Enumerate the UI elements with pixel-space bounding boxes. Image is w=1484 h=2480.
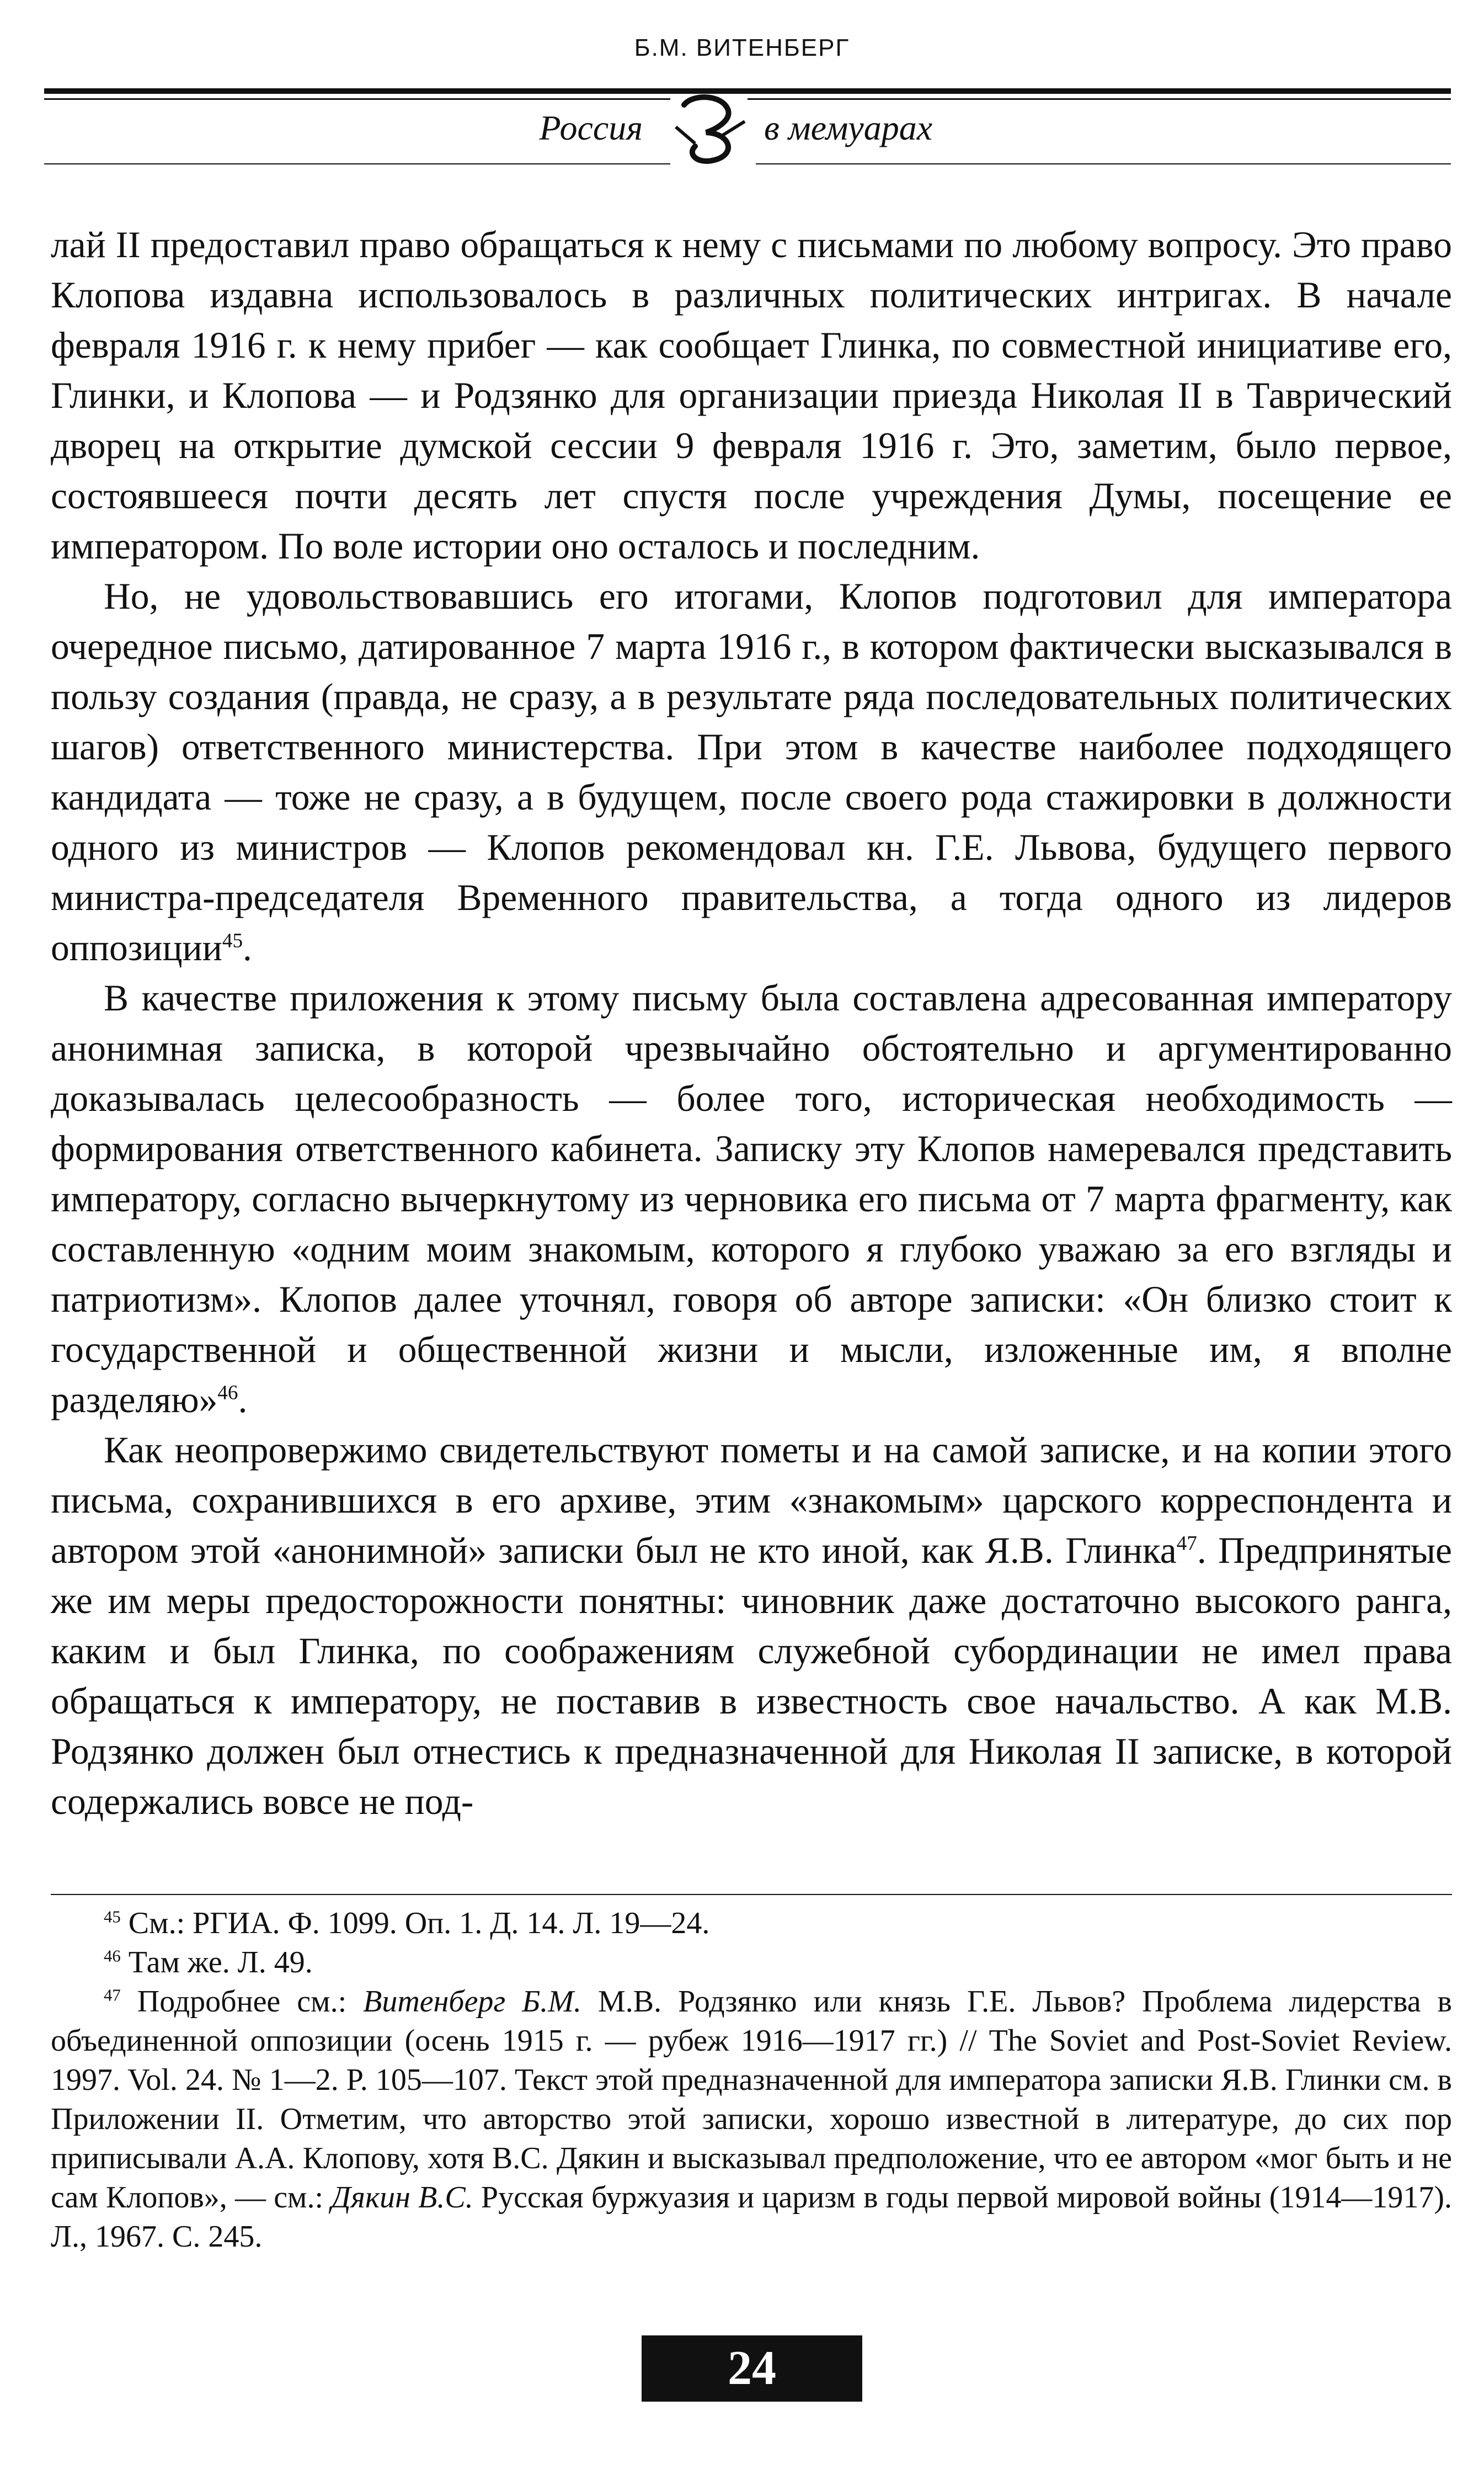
paragraph-3-end: . xyxy=(238,1379,248,1420)
running-author: Б.М. ВИТЕНБЕРГ xyxy=(634,34,850,61)
paragraph-3-text: В качестве приложения к этому письму была составлена адресованная императору анонимная записка, в которой чрезвычайно обстоятельно и аргументированно доказывалась целесообразность — более того, историческая необходимость — формирования ответственного кабинета. Записку эту Клопов намеревался представить императору, согласно вычеркнутому из черновика его письма от 7 марта фрагменту, как составленную «одним моим знакомым, которого я глубоко уважаю за его взгляды и патриотизм». Клопов далее уточнял, говоря об авторе записки: «Он близко стоит к государственной и общественной жизни и мысли, изложенные им, я вполне разделяю» xyxy=(51,977,1452,1420)
paragraph-1: лай II предоставил право обращаться к нему с письмами по любому вопросу. Это право Клопова издавна использовалось в различных политических интригах. В начале февраля 1916 г. к нему прибег — как сообщает Глинка, по совместной инициативе его, Глинки, и Клопова — и Родзянко для организации приезда Николая II в Таврический дворец на открытие думской сессии 9 февраля 1916 г. Это, заметим, было первое, состоявшееся почти десять лет спустя после учреждения Думы, посещение ее императором. По воле истории оно осталось и последним. xyxy=(51,224,1452,567)
footnote-ref-47: 47 xyxy=(1176,1532,1197,1555)
footnote-47 xyxy=(51,1982,1452,2257)
footnote-author: Витенберг Б.М. xyxy=(363,1984,581,2019)
footnote-text: Подробнее см.: xyxy=(120,1984,364,2019)
footnote-ref-45: 45 xyxy=(222,929,243,952)
series-title-left: Россия xyxy=(539,108,643,147)
footnotes xyxy=(51,1904,1452,2257)
main-text xyxy=(51,220,1452,1827)
footnote-ref-46: 46 xyxy=(217,1381,238,1404)
header-rule-bottom-right xyxy=(756,163,1451,164)
paragraph-2-end: . xyxy=(243,927,252,968)
paragraph-4-text-b: . Предпринятые же им меры предосторожности понятны: чиновник даже достаточно высокого ранга, каким и был Глинка, по соображениям служебной субординации не имел права обращаться к императору, не поставив в известность свое начальство. А как М.В. Родзянко должен был отнестись к предназначенной для Николая II записке, в которой содержались вовсе не под- xyxy=(51,1530,1453,1822)
page-number: 24 xyxy=(642,2335,862,2402)
paragraph-2 xyxy=(51,571,1452,973)
paragraph-2-text: Но, не удовольствовавшись его итогами, Клопов подготовил для императора очередное письмо, датированное 7 марта 1916 г., в котором фактически высказывался в пользу создания (правда, не сразу, а в результате ряда последовательных политических шагов) ответственного министерства. При этом в качестве наиболее подходящего кандидата — тоже не сразу, а в будущем, после своего рода стажировки в должности одного из министров — Клопов рекомендовал кн. Г.Е. Львова, будущего первого министра-председателя Временного правительства, а тогда одного из лидеров оппозиции xyxy=(51,576,1452,968)
footnote-text: Русская буржуазия и царизм в годы первой мировой войны (1914—1917). Л., 1967. С. 245. xyxy=(51,2180,1453,2254)
footnote-text: Там же. Л. 49. xyxy=(120,1945,313,1979)
footnote-number: 47 xyxy=(104,1986,121,2005)
footnote-text: М.В. Родзянко или князь Г.Е. Львов? Проблема лидерства в объединенной оппозиции (осень 1915 г. — рубеж 1916—1917 гг.) // The Soviet and Post-Soviet Review. 1997. Vol. 24. № 1—2. P. 105—107. Текст этой предназначенной для императора записки Я.В. Глинки см. в Приложении II. Отметим, что авторство этой записки, хорошо известной в литературе, до сих пор приписывали А.А. Клопову, хотя В.С. Дякин и высказывал предположение, что ее автором «мог быть и не сам Клопов», — см.: xyxy=(51,1984,1453,2215)
footnote-author: Дякин В.С. xyxy=(331,2180,473,2215)
paragraph-4-text-a: Как неопровержимо свидетельствуют пометы и на самой записке, и на копии этого письма, сохранившихся в его архиве, этим «знакомым» царского корреспондента и автором этой «анонимной» записки был не кто иной, как Я.В. Глинка xyxy=(51,1429,1452,1571)
series-ornament-icon xyxy=(654,83,764,182)
footnote-text: См.: РГИА. Ф. 1099. Оп. 1. Д. 14. Л. 19—24. xyxy=(120,1906,710,1940)
paragraph-3 xyxy=(51,973,1452,1425)
footnote-number: 45 xyxy=(104,1907,121,1926)
footnote-divider xyxy=(51,1894,1452,1895)
footnote-45 xyxy=(51,1904,1452,1943)
footnote-46 xyxy=(51,1943,1452,1982)
series-title-right: в мемуарах xyxy=(764,108,933,147)
header-rule-bottom-left xyxy=(44,163,673,164)
footnote-number: 46 xyxy=(104,1946,121,1966)
paragraph-4 xyxy=(51,1425,1452,1827)
